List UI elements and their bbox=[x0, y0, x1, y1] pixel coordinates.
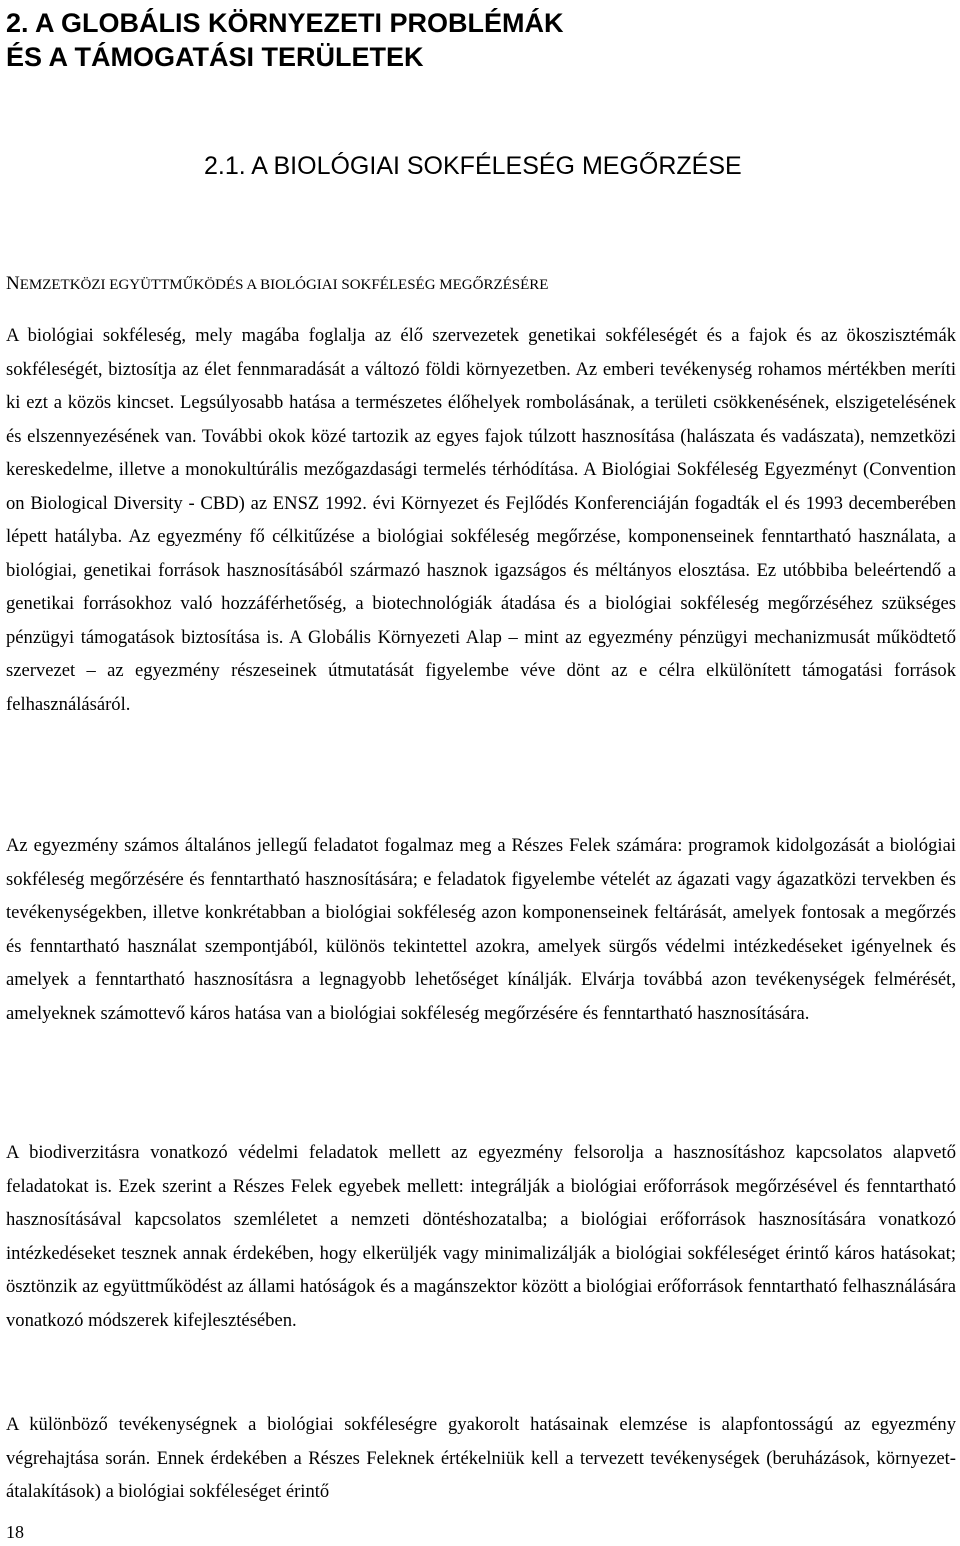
paragraph-3: A biodiverzitásra vonatkozó védelmi feladatok mellett az egyezmény felsorolja a hasznosításhoz kapcsolatos alapvető feladatokat is. Ezek szerint a Részes Felek egyebek mellett: integrálják a biológiai erőforrások megőrzésével és fenntartható hasznosításával kapcsolatos szemléletet a nemzeti döntéshozatalba; a biológiai erőforrások hasznosítására vonatkozó intézkedéseket tesznek annak érdekében, hogy elkerüljék vagy minimalizálják a biológiai sokféleséget érintő káros hatásokat; ösztönzik az együttműködést az állami hatóságok és a magánszektor között a biológiai erőforrások fenntartható felhasználására vonatkozó módszerek kifejlesztésében. bbox=[6, 1142, 956, 1331]
subsection-title-rest: EMZETKÖZI EGYÜTTMŰKÖDÉS A BIOLÓGIAI SOKFÉLESÉG MEGŐRZÉSÉRE bbox=[19, 277, 549, 293]
section-title: 2.1. A BIOLÓGIAI SOKFÉLESÉG MEGŐRZÉSE bbox=[204, 152, 742, 180]
paragraph-4: A különböző tevékenységnek a biológiai sokféleségre gyakorolt hatásainak elemzése is alapfontosságú az egyezmény végrehajtása során. Ennek érdekében a Részes Feleknek értékelniük kell a tervezett tevékenységek (beruházások, környezet-átalakítások) a biológiai sokféleséget érintő bbox=[6, 1414, 956, 1502]
chapter-title bbox=[6, 6, 564, 74]
subsection-title-initial: N bbox=[6, 273, 20, 294]
chapter-title-line-1: 2. A GLOBÁLIS KÖRNYEZETI PROBLÉMÁK bbox=[6, 8, 564, 38]
document-page bbox=[6, 0, 956, 1546]
paragraph-2: Az egyezmény számos általános jellegű feladatot fogalmaz meg a Részes Felek számára: programok kidolgozását a biológiai sokféleség megőrzésére és fenntartható hasznosítására; e feladatok figyelembe vételét az ágazati vagy ágazatközi tervekben és tevékenységekben, illetve konkrétabban a biológiai sokféleség azon komponenseinek feltárását, amelyek fontosak a megőrzés és fenntartható használat szempontjából, különös tekintettel azokra, amelyek sürgős védelmi intézkedéseket igényelnek és amelyek a fenntartható hasznosításra a legnagyobb lehetőséget kínálják. Elvárja továbbá azon tevékenységek felmérését, amelyeknek számottevő káros hatása van a biológiai sokféleség megőrzésére és fenntartható hasznosítására. bbox=[6, 835, 956, 1024]
paragraph-1: A biológiai sokféleség, mely magába foglalja az élő szervezetek genetikai sokféleségét és a fajok és az ökoszisztémák sokféleségét, biztosítja az élet fennmaradását a változó földi környezetben. Az emberi tevékenység rohamos mértékben meríti ki ezt a közös kincset. Legsúlyosabb hatása a természetes élőhelyek rombolásának, a területi csökkenésének, elszigetelésének és elszennyezésének van. További okok közé tartozik az egyes fajok túlzott hasznosítása (halászata és vadászata), nemzetközi kereskedelme, illetve a monokultúrális mezőgazdasági termelés térhódítása. A Biológiai Sokféleség Egyezményt (Convention on Biological Diversity - CBD) az ENSZ 1992. évi Környezet és Fejlődés Konferenciáján fogadták el és 1993 decemberében lépett hatályba. Az egyezmény fő célkitűzése a biológiai sokféleség megőrzése, komponenseinek fenntartható használata, a biológiai, genetikai források hasznosításából származó hasznok igazságos és méltányos elosztása. Ez utóbbiba beleértendő a genetikai forrásokhoz való hozzáférhetőség, a biotechnológiák átadása és a biológiai sokféleség megőrzéséhez szükséges pénzügyi támogatások biztosítása is. A Globális Környezeti Alap – mint az egyezmény pénzügyi mechanizmusát működtető szervezet – az egyezmény részeseinek útmutatását figyelembe véve dönt az e célra elkülönített támogatási források felhasználásáról. bbox=[6, 325, 956, 715]
subsection-title bbox=[6, 272, 548, 297]
page-number: 18 bbox=[6, 1522, 24, 1542]
chapter-title-line-2: ÉS A TÁMOGATÁSI TERÜLETEK bbox=[6, 42, 424, 72]
